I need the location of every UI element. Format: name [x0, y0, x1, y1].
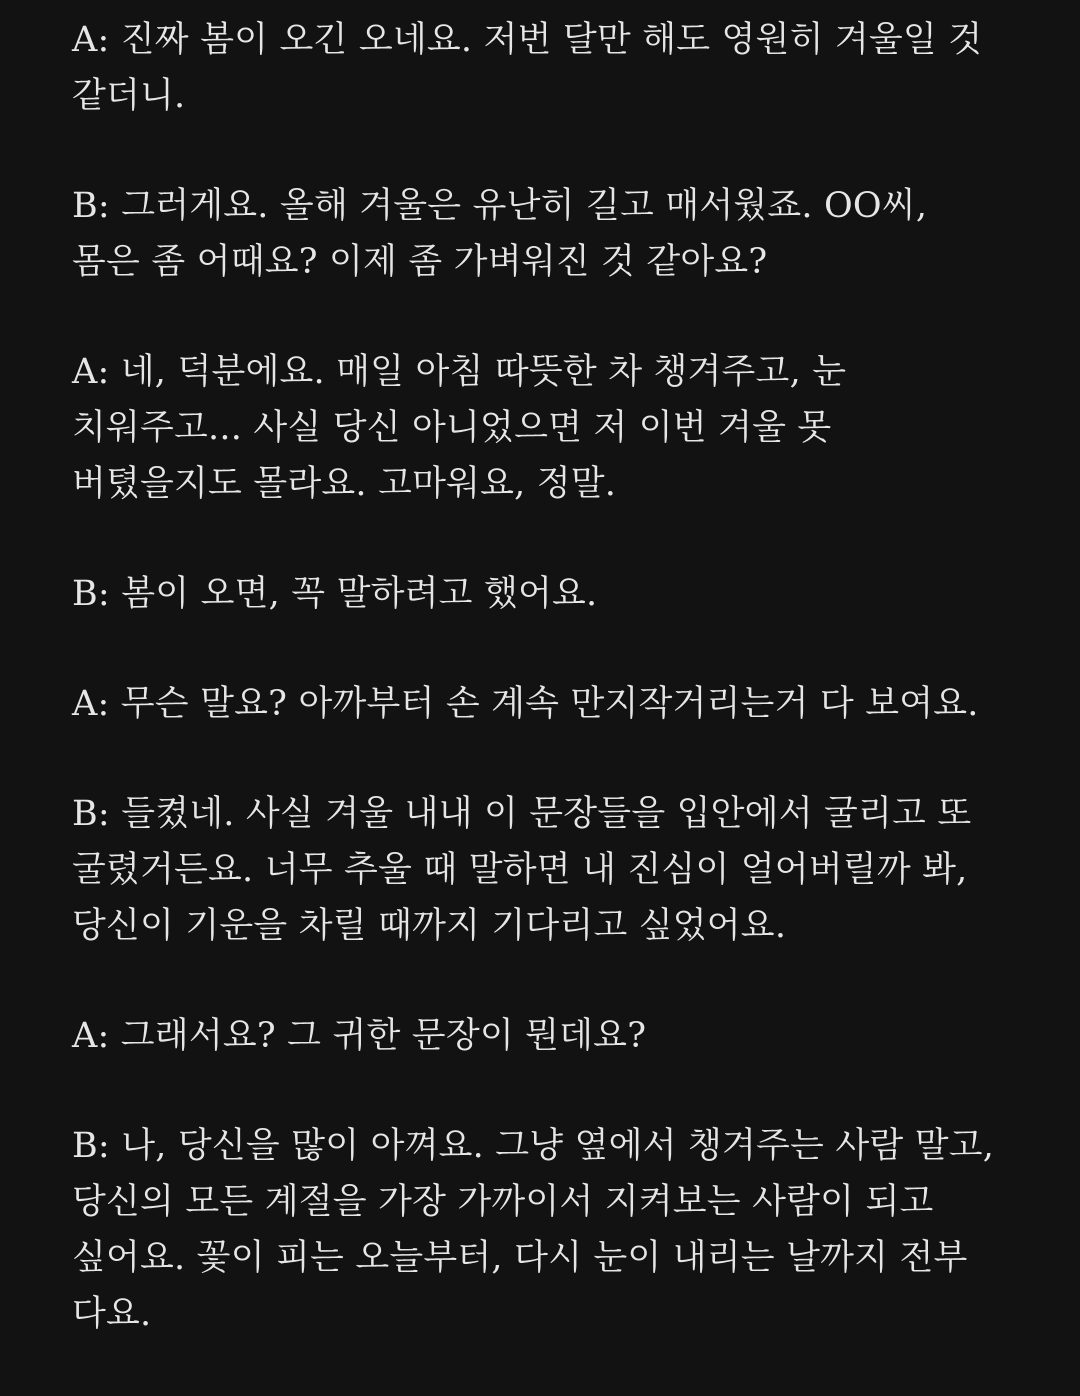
dialogue-line-a-3 — [72, 676, 1022, 732]
dialogue-text-line: 다요. — [72, 1294, 152, 1334]
dialogue-text-line: A: 진짜 봄이 오긴 오네요. 저번 달만 해도 영원히 겨울일 것 — [72, 20, 983, 60]
dialogue-line-a-4 — [72, 1008, 1022, 1064]
dialogue-line-b-1 — [72, 178, 1022, 290]
dialogue-line-a-1 — [72, 12, 1022, 124]
dialogue-text-line: A: 네, 덕분에요. 매일 아침 따뜻한 차 챙겨주고, 눈 — [72, 352, 847, 392]
dialogue-text-line: A: 무슨 말요? 아까부터 손 계속 만지작거리는거 다 보여요. — [72, 684, 979, 724]
dialogue-transcript — [72, 12, 1022, 1396]
dialogue-text-line: B: 나, 당신을 많이 아껴요. 그냥 옆에서 챙겨주는 사람 말고, — [72, 1126, 995, 1166]
dialogue-text-line: 당신의 모든 계절을 가장 가까이서 지켜보는 사람이 되고 — [72, 1182, 934, 1222]
dialogue-text-line: 굴렸거든요. 너무 추울 때 말하면 내 진심이 얼어버릴까 봐, — [72, 850, 968, 890]
dialogue-text-line: 치워주고... 사실 당신 아니었으면 저 이번 겨울 못 — [72, 408, 832, 448]
dialogue-text-line: 같더니. — [72, 76, 186, 116]
dialogue-text-line: B: 그러게요. 올해 겨울은 유난히 길고 매서웠죠. OO씨, — [72, 186, 928, 226]
dialogue-text-line: 버텼을지도 몰라요. 고마워요, 정말. — [72, 464, 617, 504]
dialogue-line-b-4 — [72, 1118, 1022, 1342]
dialogue-line-b-3 — [72, 786, 1022, 954]
dialogue-line-b-2 — [72, 566, 1022, 622]
dialogue-text-line: A: 그래서요? 그 귀한 문장이 뭔데요? — [72, 1016, 647, 1056]
dialogue-text-line: B: 들켰네. 사실 겨울 내내 이 문장들을 입안에서 굴리고 또 — [72, 794, 972, 834]
dialogue-text-line: 몸은 좀 어때요? 이제 좀 가벼워진 것 같아요? — [72, 242, 768, 282]
dialogue-line-a-2 — [72, 344, 1022, 512]
dialogue-text-line: B: 봄이 오면, 꼭 말하려고 했어요. — [72, 574, 598, 614]
dialogue-text-line: 싶어요. 꽃이 피는 오늘부터, 다시 눈이 내리는 날까지 전부 — [72, 1238, 968, 1278]
dialogue-text-line: 당신이 기운을 차릴 때까지 기다리고 싶었어요. — [72, 906, 787, 946]
